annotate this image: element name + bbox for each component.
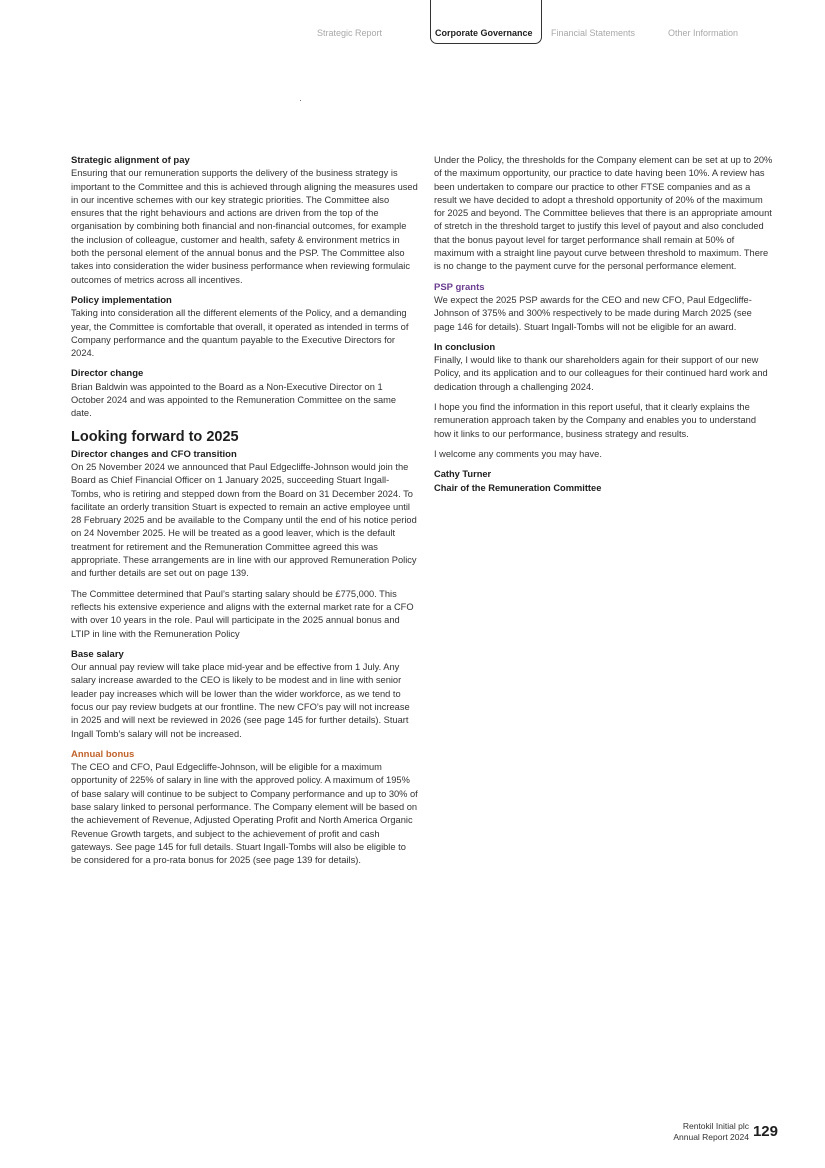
strategic-alignment-heading: Strategic alignment of pay — [71, 155, 190, 166]
starting-salary-body: The Committee determined that Paul’s starting salary should be £775,000. This reflects his extensive experience and aligns with the external market rate for a CFO with over 10 years in the role. Paul will participate in the 2025 annual bonus and LTIP in line with the Remuneration Policy — [71, 588, 414, 639]
looking-forward-heading: Looking forward to 2025 — [71, 428, 239, 445]
tab-strategic-report[interactable]: Strategic Report — [317, 28, 383, 38]
left-column — [71, 154, 418, 875]
page-number: 129 — [752, 1123, 778, 1140]
psp-grants-heading: PSP grants — [434, 281, 485, 293]
signatory-name: Cathy Turner — [434, 469, 492, 480]
policy-implementation-heading: Policy implementation — [71, 294, 172, 306]
annual-bonus-heading: Annual bonus — [71, 748, 135, 760]
footer-report: Annual Report 2024 — [673, 1131, 749, 1142]
base-salary-body: Our annual pay review will take place mid-year and be effective from 1 July. Any salary increase awarded to the CEO is likely to be modest and in line with senior leader pay increases which will be lower than the wider workforce, as we tend to focus our pay review budgets at our frontline. The new CFO’s pay will not increase in 2025 and will next be reviewed in 2026 (see page 145 for further details). Stuart Ingall Tomb’s salary will not be increased. — [71, 662, 410, 739]
conclusion-body: Finally, I would like to thank our shareholders again for their support of our new Policy, and its application and to our colleagues for their continued hard work and dedication through a challenging 2024. — [434, 355, 768, 392]
conclusion-heading: In conclusion — [434, 341, 496, 353]
hope-body: I hope you find the information in this report useful, that it clearly explains the remuneration approach taken by the Company and enables you to understand how it links to our performance, business strategy and results. — [434, 402, 756, 439]
signatory-title: Chair of the Remuneration Committee — [434, 482, 602, 493]
footer-text — [673, 1121, 749, 1142]
psp-grants-body: We expect the 2025 PSP awards for the CEO and new CFO, Paul Edgecliffe-Johnson of 375% and 300% respectively to be made during March 2025 (see page 146 for details). Stuart Ingall-Tombs will not be eligible for an award. — [434, 294, 752, 332]
director-change-body: Brian Baldwin was appointed to the Board as a Non-Executive Director on 1 October 2024 and was appointed to the Remuneration Committee on the same date. — [71, 381, 397, 419]
tab-financial-statements[interactable]: Financial Statements — [551, 28, 636, 38]
cfo-transition-body: On 25 November 2024 we announced that Paul Edgecliffe-Johnson would join the Board as Chief Financial Officer on 1 January 2025, succeeding Stuart Ingall-Tombs, who is retiring and stepped down from the Board on 31 December 2024. To facilitate an orderly transition Stuart is expected to remain an active employee until 28 February 2025 and be available to the Company until the end of his notice period on 24 November 2025. He will be treated as a good leaver, which is the default treatment for retirement and the Remuneration Committee agreed this was appropriate. These arrangements are in line with our approved Remuneration Policy and further details are set out on page 139. — [71, 461, 417, 579]
footer-company: Rentokil Initial plc — [682, 1121, 749, 1131]
strategic-alignment-body: Ensuring that our remuneration supports the delivery of the business strategy is important to the Committee and this is achieved through aligning the measures used in our incentive schemes with our key strategic priorities. The Committee also ensures that the right behaviours and actions are driven from the top of the organisation by combining both financial and non-financial outcomes, for example the inclusion of colleague, customer and health, safety & environment metrics in both the personal element of the annual bonus and the PSP. The Committee also takes into consideration the wider business performance when reviewing formulaic outcomes of metrics across all incentives. — [71, 168, 418, 285]
right-column — [434, 154, 774, 495]
tab-other-information[interactable]: Other Information — [668, 28, 739, 38]
base-salary-heading: Base salary — [71, 648, 124, 660]
policy-implementation-body: Taking into consideration all the different elements of the Policy, and a demanding year, the Committee is comfortable that overall, it operated as intended in terms of Company performance and the quantum payable to the Executive Directors for 2024. — [71, 308, 409, 359]
threshold-body: Under the Policy, the thresholds for the Company element can be set at up to 20% of the maximum opportunity, our practice to date having been 10%. A review has been undertaken to compare our practice to other FTSE companies and as a result we have decided to adopt a threshold opportunity of 20% of the maximum for 2025 and beyond. The Committee believes that there is an appropriate amount of stretch in the threshold target to justify this level of payout and also concluded that the bonus payout level for target performance shall remain at 50% of maximum with a straight line payout curve between threshold to maximum. There is no change to the payment curve for the personal performance element. — [434, 155, 773, 272]
cfo-transition-heading: Director changes and CFO transition — [71, 448, 237, 460]
tab-corporate-governance[interactable]: Corporate Governance — [430, 0, 542, 44]
welcome-body: I welcome any comments you may have. — [434, 448, 602, 459]
stray-dot — [300, 100, 301, 101]
page-footer — [673, 1121, 778, 1142]
section-nav — [0, 0, 825, 48]
annual-bonus-body: The CEO and CFO, Paul Edgecliffe-Johnson, will be eligible for a maximum opportunity of 225% of salary in line with the approved policy. A maximum of 195% of base salary will continue to be subject to Company performance and up to 30% of base salary linked to personal performance. The Company element will be based on the achievement of Revenue, Adjusted Operating Profit and North America Organic Revenue Growth targets, and subject to the achievement of profit and cash gateways. See page 145 for full details. Stuart Ingall-Tombs will also be eligible to be considered for a pro-rata bonus for 2025 (see page 139 for details). — [71, 762, 418, 866]
director-change-heading: Director change — [71, 368, 144, 380]
